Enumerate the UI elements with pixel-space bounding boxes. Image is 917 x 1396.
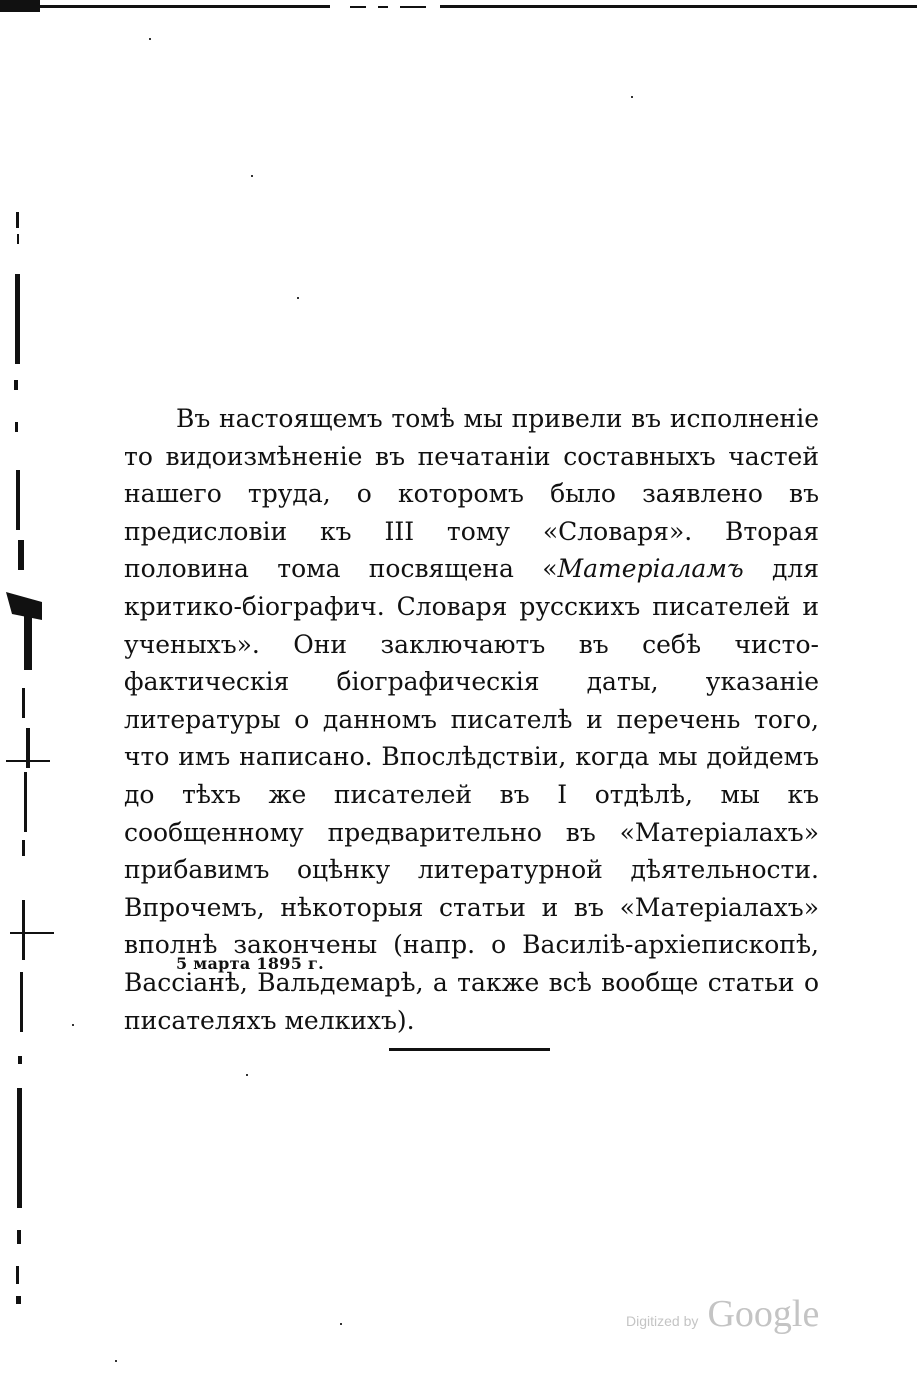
closing-rule [389, 1048, 550, 1051]
digitized-watermark [626, 1292, 819, 1336]
preface-text-part-1: Въ настоящемъ томѣ мы привели въ исполненіе то видоизмѣненіе въ печатаніи составныхъ частей нашего труда, о которомъ было заявлено въ предисловіи къ III тому «Словаря». Вторая половина тома посвящена « [124, 404, 819, 584]
preface-italic-term: Матеріаламъ [557, 554, 744, 584]
binding-edge-marks [0, 200, 70, 1320]
top-scan-edge [0, 0, 917, 14]
preface-paragraph [124, 400, 819, 1039]
watermark-prefix: Digitized by [626, 1313, 699, 1329]
preface-date: 5 марта 1895 г. [176, 954, 324, 973]
preface-text-part-2: для критико-біографич. Словаря русскихъ писателей и ученыхъ». Они заключаютъ въ себѣ чисто-фактическія біографическія даты, указаніе литературы о данномъ писателѣ и перечень того, что имъ написано. Впослѣдствіи, когда мы дойдемъ до тѣхъ же писателей въ I отдѣлѣ, мы къ сообщенному предварительно въ «Матеріалахъ» прибавимъ оцѣнку литературной дѣятельности. Впрочемъ, нѣкоторыя статьи и въ «Матеріалахъ» вполнѣ закончены (напр. о Василіѣ-архіепископѣ, Вассіанѣ, Вальдемарѣ, а также всѣ вообще статьи о писателяхъ мелкихъ). [124, 554, 819, 1035]
watermark-brand: Google [707, 1293, 820, 1335]
